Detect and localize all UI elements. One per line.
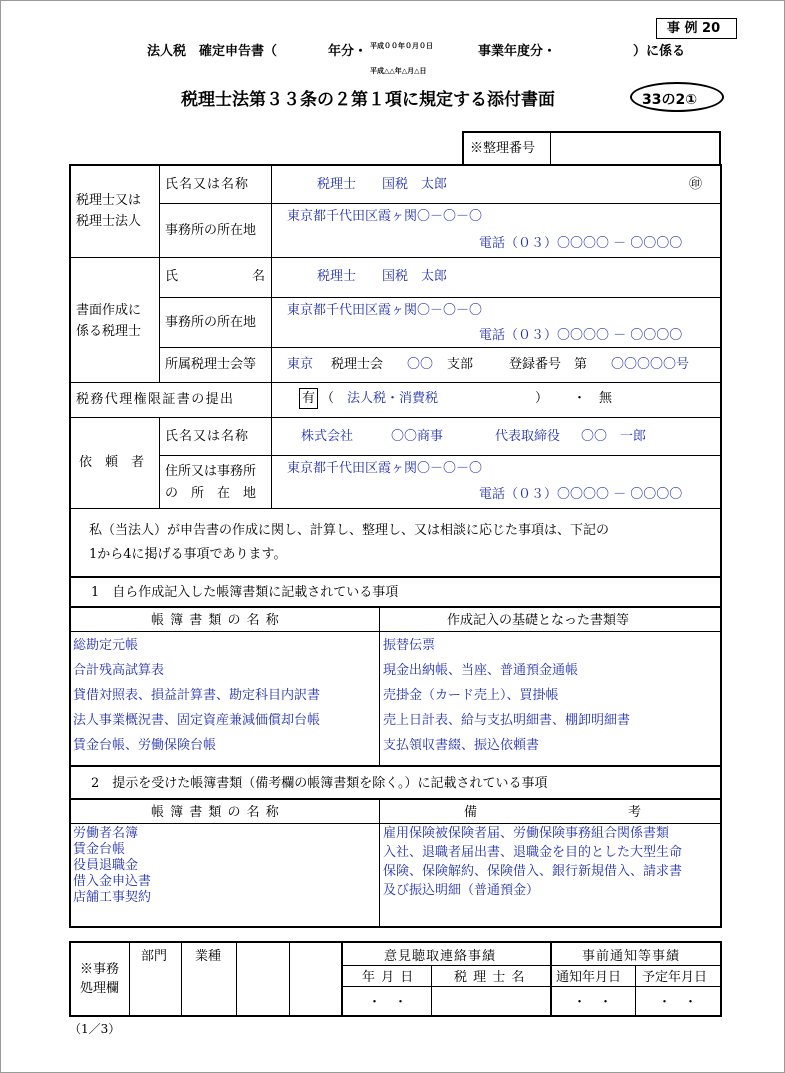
planned-date-label: 予定年月日 [642, 970, 708, 985]
opinion-date-value[interactable]: ・ ・ [368, 995, 408, 1010]
opinion-name-label: 税 理 士 名 [454, 970, 526, 985]
section1-col-right: 作成記入の基礎となった書類等 [447, 613, 630, 628]
section2-right-item[interactable]: 保険、保険解約、保険借入、銀行新規借入、請求書 [383, 864, 683, 879]
section1-col-left: 帳 簿 書 類 の 名 称 [151, 613, 280, 628]
section2-col-left: 帳 簿 書 類 の 名 称 [151, 805, 280, 820]
preparer-name-label-1: 氏 [165, 269, 179, 284]
section1-left-item[interactable]: 賃金台帳、労働保険台帳 [73, 738, 217, 753]
assoc-city[interactable]: 東京 [287, 357, 314, 372]
client-name-label: 氏名又は名称 [165, 429, 250, 444]
notice-date-value[interactable]: ・ ・ [573, 995, 613, 1010]
section1-right-item[interactable]: 振替伝票 [383, 638, 436, 653]
preparer-address-label: 事務所の所在地 [165, 315, 257, 330]
client-address[interactable]: 東京都千代田区霞ヶ関〇－〇－〇 [287, 461, 483, 476]
section2-right-item[interactable]: 雇用保険被保険者届、労働保険事務組合関係書類 [383, 826, 670, 841]
section1-left-item[interactable]: 合計残高試算表 [73, 663, 165, 678]
office-col-dept: 部門 [141, 949, 168, 964]
proxy-open: （ [321, 391, 335, 406]
accountant-address-label: 事務所の所在地 [165, 223, 257, 238]
accountant-name[interactable]: 税理士 国税 太郎 [317, 177, 448, 192]
client-address-label-1: 住所又は事務所 [165, 464, 257, 479]
proxy-dot: ・ [573, 391, 587, 406]
section1-right-item[interactable]: 売上日計表、給与支払明細書、棚卸明細書 [383, 713, 631, 728]
section2-right-item[interactable]: 及び振込明細（普通預金） [383, 883, 540, 898]
preparer-address[interactable]: 東京都千代田区霞ヶ関〇－〇－〇 [287, 303, 483, 318]
section1-left-item[interactable]: 貸借対照表、損益計算書、勘定科目内訳書 [73, 688, 321, 703]
page-number: （1／3） [69, 1022, 121, 1036]
section1-title: 1 自ら作成記入した帳簿書類に記載されている事項 [91, 585, 399, 600]
assoc-name: 税理士会 [331, 357, 384, 372]
proxy-close: ） [535, 391, 549, 406]
header-line1-b: 年分・ [328, 44, 368, 59]
section2-col-right-a: 備 [464, 805, 478, 820]
opinion-date-label: 年 月 日 [362, 970, 415, 985]
statement-line1: 私（当法人）が申告書の作成に関し、計算し、整理し、又は相談に応じた事項は、下記の [89, 523, 610, 538]
page-title: 税理士法第３３条の２第１項に規定する添付書面 [181, 90, 555, 110]
seal-mark: ㊞ [689, 177, 703, 192]
preparer-name[interactable]: 税理士 国税 太郎 [317, 269, 448, 284]
section2-col-right-b: 考 [628, 805, 642, 820]
planned-date-value[interactable]: ・ ・ [658, 995, 698, 1010]
accountant-label-2: 税理士法人 [76, 214, 142, 229]
section2-left-item[interactable]: 店舗工事契約 [73, 890, 152, 905]
reg-number[interactable]: 〇〇〇〇〇号 [611, 357, 690, 372]
ref-label: ※整理番号 [470, 141, 536, 156]
accountant-phone[interactable]: 電話（０３）〇〇〇〇 － 〇〇〇〇 [479, 236, 683, 251]
client-company-name[interactable]: 〇〇商事 [391, 429, 444, 444]
client-phone[interactable]: 電話（０３）〇〇〇〇 － 〇〇〇〇 [479, 487, 683, 502]
preparer-label-1: 書面作成に [76, 303, 142, 318]
proxy-no[interactable]: 無 [599, 391, 613, 406]
section1-right-item[interactable]: 売掛金（カード売上）、買掛帳 [383, 688, 559, 703]
proxy-detail[interactable]: 法人税・消費税 [347, 391, 439, 406]
section2-left-item[interactable]: 借入金申込書 [73, 874, 152, 889]
header-line1-c: 事業年度分・ [478, 44, 557, 59]
proxy-label: 税務代理権限証書の提出 [76, 392, 235, 407]
section1-right-item[interactable]: 支払領収書綴、振込依頼書 [383, 738, 540, 753]
notice-date-label: 通知年月日 [556, 970, 622, 985]
client-rep-name[interactable]: 〇〇 一郎 [581, 429, 647, 444]
section2-right-item[interactable]: 入社、退職者届出書、退職金を目的とした大型生命 [383, 845, 683, 860]
section1-left-item[interactable]: 総勘定元帳 [73, 638, 139, 653]
form-badge: 33の2① [642, 92, 698, 108]
header-line1-a: 法人税 確定申告書（ [147, 44, 278, 59]
preparer-label-2: 係る税理士 [76, 324, 142, 339]
statement-line2: 1から4に掲げる事項であります。 [89, 547, 287, 562]
office-label-2: 処理欄 [80, 981, 120, 996]
section2-left-item[interactable]: 役員退職金 [73, 858, 139, 873]
client-label: 依 頼 者 [79, 455, 145, 470]
preparer-phone[interactable]: 電話（０３）〇〇〇〇 － 〇〇〇〇 [479, 328, 683, 343]
client-address-label-2: の 所 在 地 [165, 486, 257, 501]
era-from: 平成００年０月０日 [370, 42, 433, 50]
section1-right-item[interactable]: 現金出納帳、当座、普通預金通帳 [383, 663, 579, 678]
accountant-name-label: 氏名又は名称 [165, 177, 250, 192]
header-line1-d: ）に係る [633, 44, 686, 59]
era-to: 平成△△年△月△日 [370, 67, 427, 75]
client-company[interactable]: 株式会社 [301, 429, 354, 444]
client-rep-title[interactable]: 代表取締役 [495, 429, 561, 444]
preparer-name-label-2: 名 [252, 269, 266, 284]
accountant-label-1: 税理士又は [76, 193, 142, 208]
notice-title: 事前通知等事績 [582, 949, 681, 964]
section2-left-item[interactable]: 労働者名簿 [73, 826, 139, 841]
branch-label: 支部 [447, 357, 474, 372]
reg-label: 登録番号 第 [509, 357, 588, 372]
section2-title: 2 提示を受けた帳簿書類（備考欄の帳簿書類を除く。）に記載されている事項 [91, 776, 548, 791]
office-col-industry: 業種 [195, 949, 222, 964]
section1-left-item[interactable]: 法人事業概況書、固定資産兼減価償却台帳 [73, 713, 321, 728]
opinion-title: 意見聴取連絡事績 [384, 949, 497, 964]
assoc-label: 所属税理士会等 [165, 357, 257, 372]
proxy-yes: 有 [302, 391, 316, 406]
case-label: 事 例 20 [667, 21, 721, 36]
accountant-address[interactable]: 東京都千代田区霞ヶ関〇－〇－〇 [287, 209, 483, 224]
branch-name[interactable]: 〇〇 [407, 357, 434, 372]
section2-left-item[interactable]: 賃金台帳 [73, 842, 126, 857]
office-label-1: ※事務 [80, 962, 120, 977]
